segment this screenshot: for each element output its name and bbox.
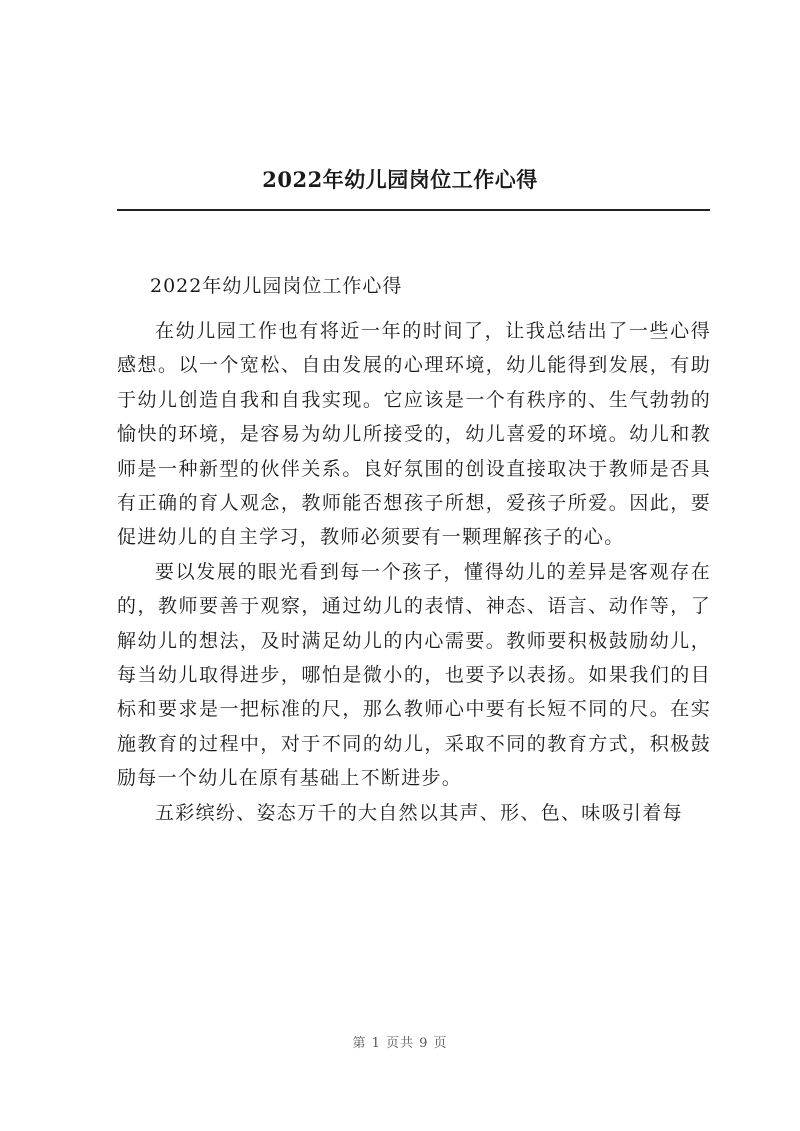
page-footer: 第 1 页共 9 页 [352,1036,448,1051]
paragraph-1: 在幼儿园工作也有将近一年的时间了，让我总结出了一些心得感想。以一个宽松、自由发展的心理环境，幼儿能得到发展，有助于幼儿创造自我和自我实现。它应该是一个有秩序的、生气勃勃的愉快的环境，是容易为幼儿所接受的，幼儿喜爱的环境。幼儿和教师是一种新型的伙伴关系。良好氛围的创设直接取决于教师是否具有正确的育人观念，教师能否想孩子所想，爱孩子所爱。因此，要促进幼儿的自主学习，教师必须要有一颗理解孩子的心。 [117,320,711,549]
document-subtitle: 2022年幼儿园岗位工作心得 [150,275,403,297]
paragraph-3: 五彩缤纷、姿态万千的大自然以其声、形、色、味吸引着每 [155,801,683,824]
paragraph-2: 要以发展的眼光看到每一个孩子，懂得幼儿的差异是客观存在的，教师要善于观察，通过幼儿的表情、神态、语言、动作等，了解幼儿的想法，及时满足幼儿的内心需要。教师要积极鼓励幼儿，每当幼儿取得进步，哪怕是微小的，也要予以表扬。如果我们的目标和要求是一把标准的尺，那么教师心中要有长短不同的尺。在实施教育的过程中，对于不同的幼儿，采取不同的教育方式，积极鼓励每一个幼儿在原有基础上不断进步。 [117,560,711,790]
body-text [117,314,711,830]
title-underline [117,209,710,211]
page-title: 2022年幼儿园岗位工作心得 [262,167,538,192]
